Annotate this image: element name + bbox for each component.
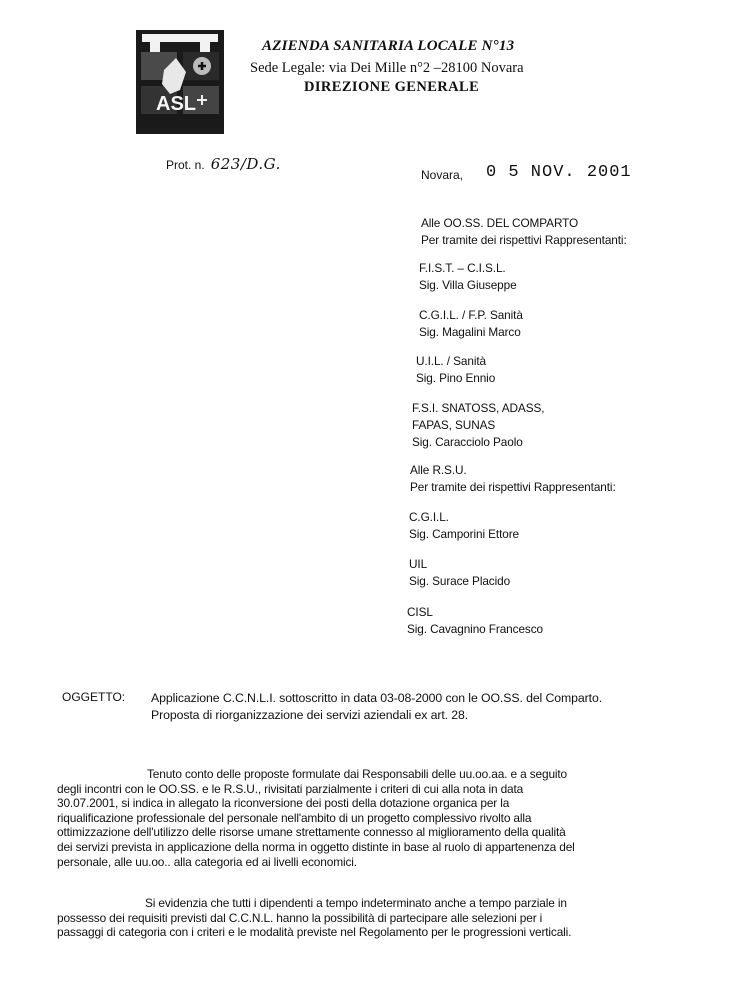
body-line: dei servizi prevista in applicazione della norma in oggetto distinte in base al ruolo di appartenenza del <box>57 839 575 854</box>
recipient-line: C.G.I.L. / F.P. Sanità <box>419 308 523 322</box>
recipient-line: Sig. Surace Placido <box>409 574 511 588</box>
body-line: riqualificazione professionale del personale nell'ambito di un progetto complessivo rivolto alla <box>57 810 532 825</box>
recipient-block <box>419 260 517 294</box>
subject-line: Proposta di riorganizzazione dei servizi aziendali ex art. 28. <box>151 708 469 722</box>
date-place: Novara, <box>421 168 464 182</box>
body-line: Tenuto conto delle proposte formulate dai Responsabili delle uu.oo.aa. e a seguito <box>147 767 568 781</box>
body-line: Si evidenzia che tutti i dipendenti a tempo indeterminato anche a tempo parziale in <box>145 896 567 910</box>
protocol-label: Prot. n. <box>166 158 205 172</box>
recipient-block <box>409 556 510 590</box>
body-line: ottimizzazione dell'utilizzo delle risorse umane strettamente connesso al miglioramento della qualità <box>57 825 566 840</box>
subject-label: OGGETTO: <box>62 690 126 704</box>
logo-text: ASL <box>156 93 196 115</box>
protocol <box>166 155 281 173</box>
recipient-line: F.S.I. SNATOSS, ADASS, <box>412 401 545 415</box>
direction-title: DIREZIONE GENERALE <box>304 79 480 95</box>
recipient-line: FAPAS, SUNAS <box>412 418 496 432</box>
protocol-number: 623/D.G. <box>210 155 281 173</box>
body-line: personale, alle uu.oo.. alla categoria ed ai livelli economici. <box>57 854 357 869</box>
recipient-line: Alle R.S.U. <box>410 463 467 477</box>
recipient-block <box>410 462 616 496</box>
subject-text <box>151 690 602 724</box>
recipient-block <box>416 353 495 387</box>
recipient-line: Alle OO.SS. DEL COMPARTO <box>421 216 579 230</box>
body-line: degli incontri con le OO.SS. e le R.S.U., rivisitati parzialmente i criteri di cui alla nota in data <box>57 781 524 796</box>
organization-address: Sede Legale: via Dei Mille n°2 –28100 Novara <box>250 60 524 76</box>
recipient-line: CISL <box>407 605 433 619</box>
asl-logo <box>136 30 224 134</box>
body-line: passaggi di categoria con i criteri e le modalità previste nel Regolamento per le progressioni verticali. <box>57 925 572 940</box>
body-line: 30.07.2001, si indica in allegato la riconversione dei posti della dotazione organica per la <box>57 796 510 811</box>
recipient-block <box>407 604 543 638</box>
body-paragraph-1 <box>57 767 575 869</box>
recipient-line: C.G.I.L. <box>409 510 449 524</box>
recipient-line: U.I.L. / Sanità <box>416 354 486 368</box>
organization-name: AZIENDA SANITARIA LOCALE N°13 <box>262 38 515 54</box>
recipient-line: F.I.S.T. – C.I.S.L. <box>419 261 506 275</box>
date-stamp: 0 5 NOV. 2001 <box>486 163 632 182</box>
recipient-line: Per tramite dei rispettivi Rappresentanti: <box>410 480 616 494</box>
recipient-line: UIL <box>409 557 428 571</box>
recipient-line: Sig. Caracciolo Paolo <box>412 435 523 449</box>
recipient-line: Sig. Cavagnino Francesco <box>407 622 543 636</box>
recipient-line: Per tramite dei rispettivi Rappresentanti: <box>421 233 627 247</box>
recipient-block <box>421 215 627 249</box>
recipient-line: Sig. Villa Giuseppe <box>419 278 517 292</box>
recipient-line: Sig. Pino Ennio <box>416 371 496 385</box>
recipient-block <box>412 400 544 451</box>
body-paragraph-2 <box>57 896 571 940</box>
body-line: possesso dei requisiti previsti dal C.C.N.L. hanno la possibilità di partecipare alle selezioni per i <box>57 910 543 925</box>
recipient-line: Sig. Camporini Ettore <box>409 527 520 541</box>
recipient-block <box>419 307 523 341</box>
recipient-line: Sig. Magalini Marco <box>419 325 521 339</box>
recipient-block <box>409 509 519 543</box>
subject-line: Applicazione C.C.N.L.I. sottoscritto in data 03-08-2000 con le OO.SS. del Comparto. <box>151 691 603 705</box>
